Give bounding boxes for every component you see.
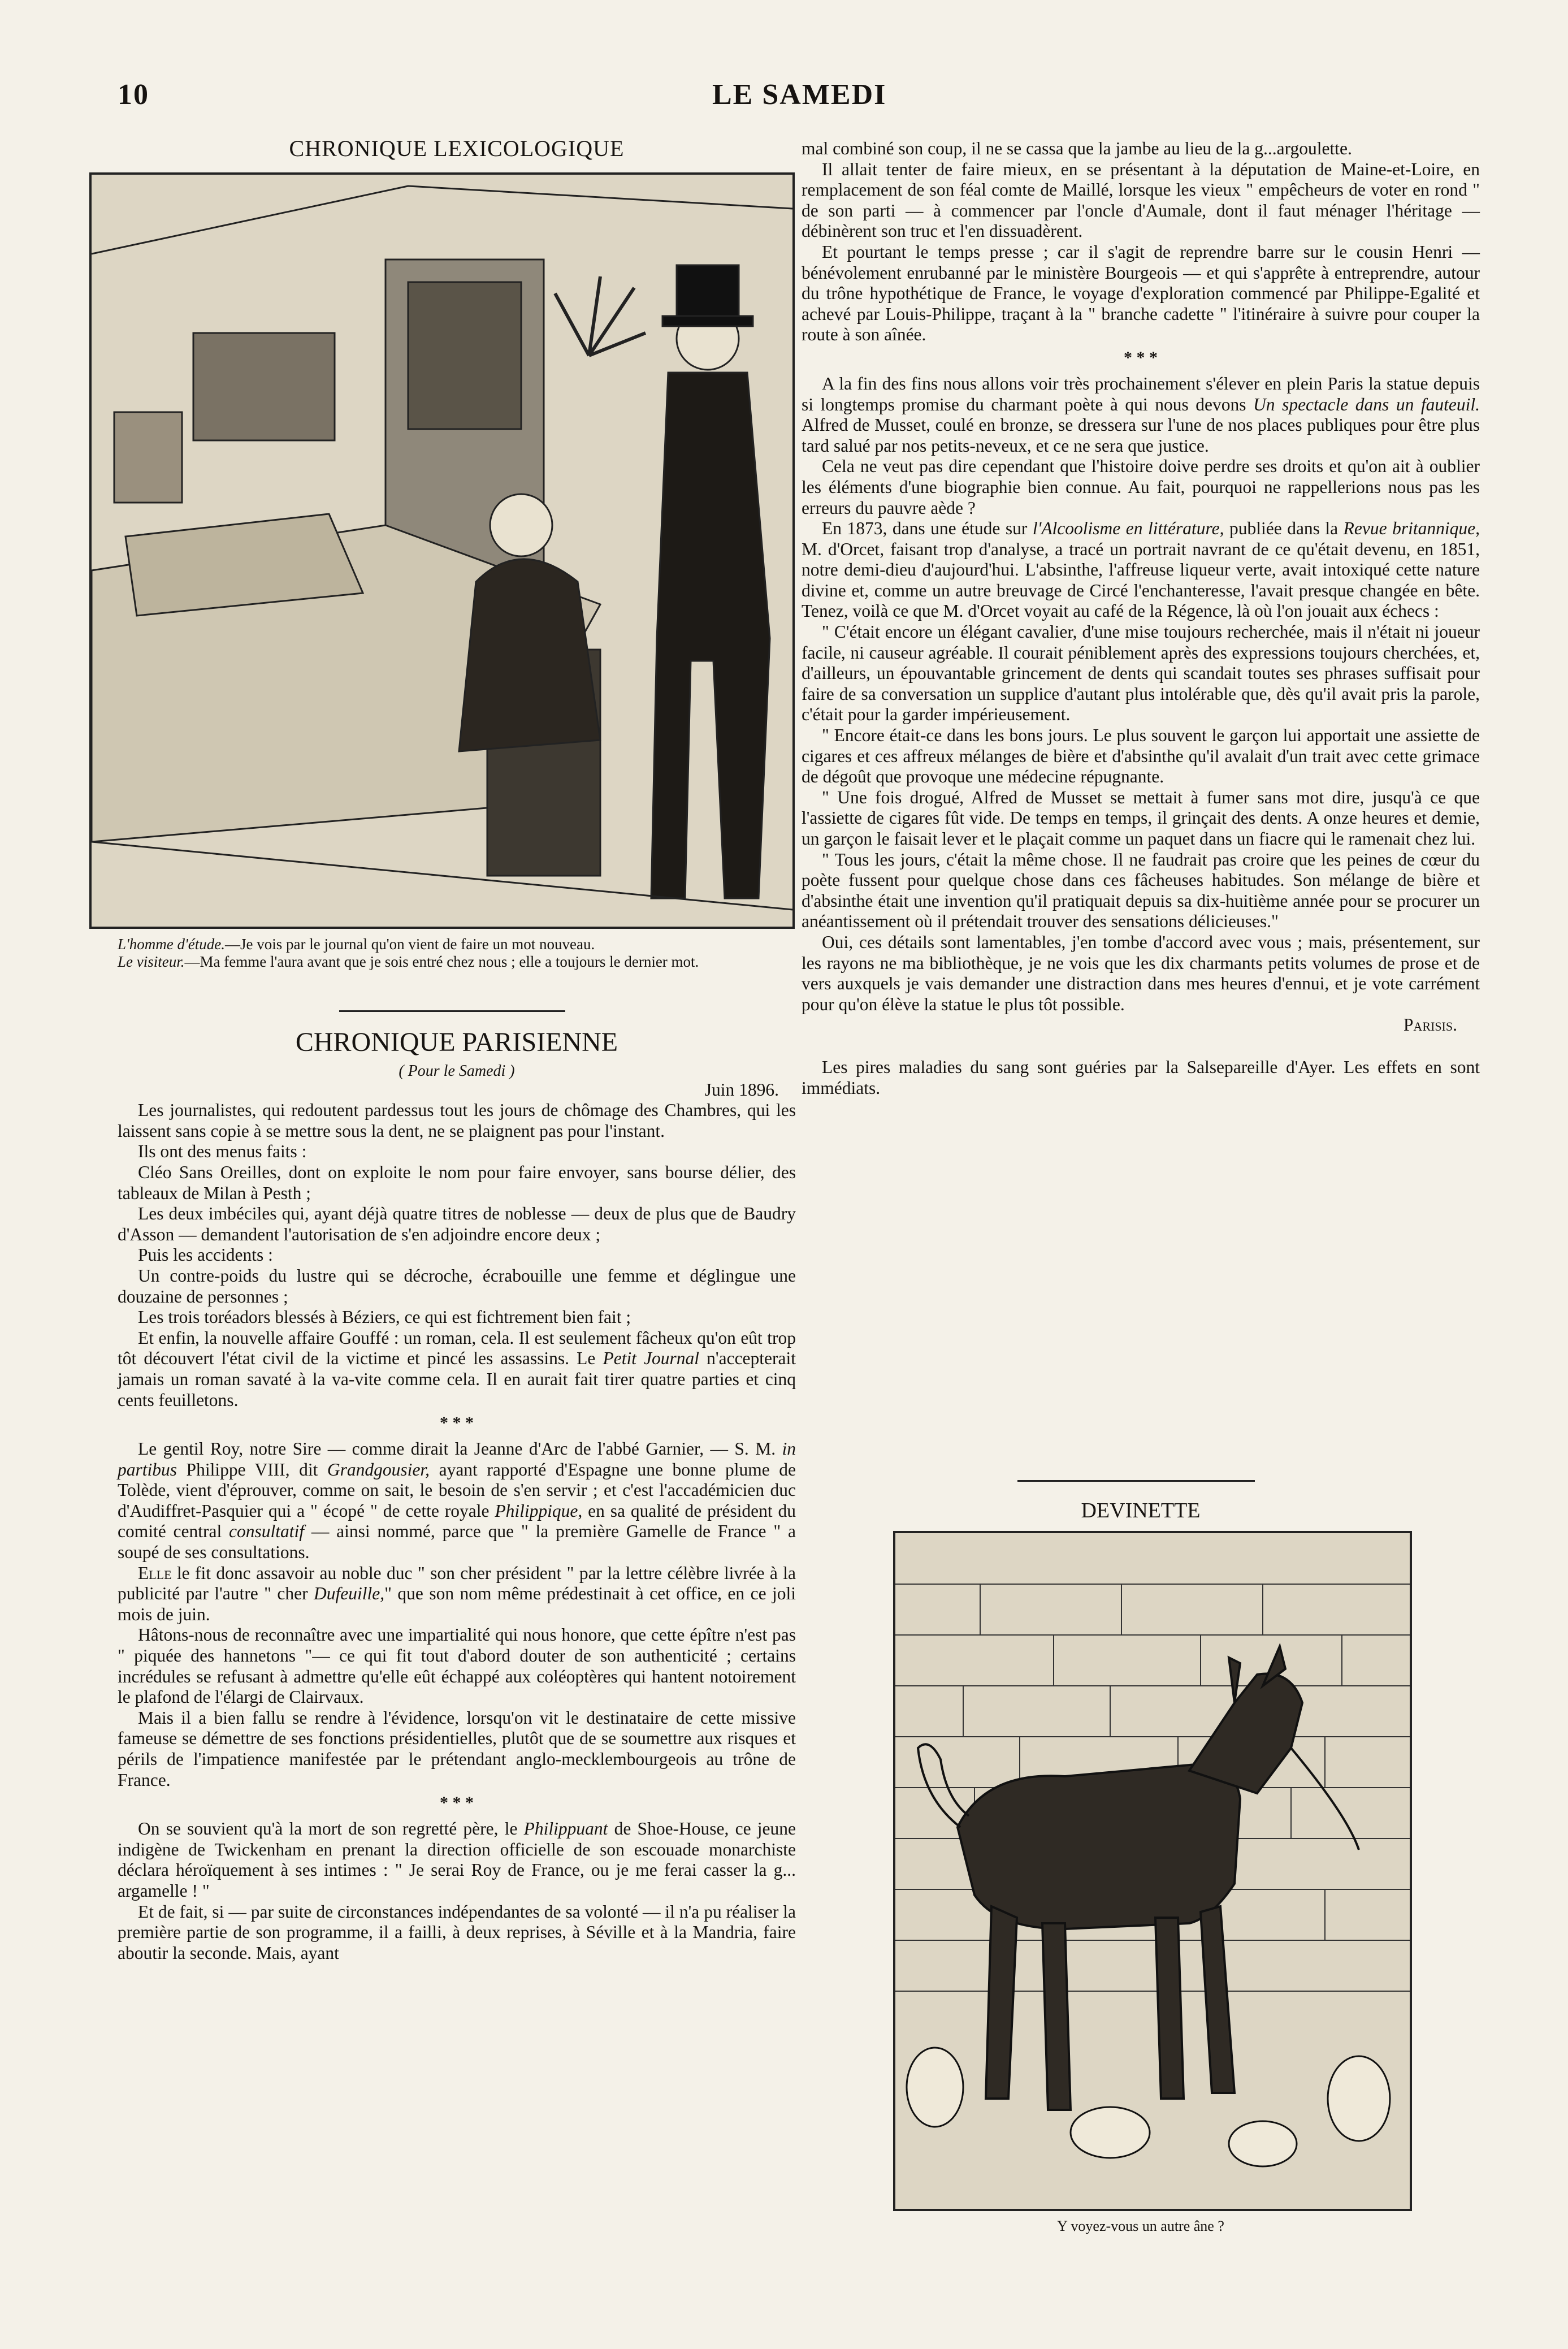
signature: Parisis. — [1403, 1015, 1457, 1035]
devinette-caption: Y voyez-vous un autre âne ? — [1057, 2218, 1224, 2234]
section-stars: * * * — [1124, 348, 1158, 367]
text-run-italic: Revue britannique, — [1343, 518, 1480, 539]
paragraph — [118, 1439, 796, 1563]
paragraph: Et de fait, si — par suite de circonstances indépendantes de sa volonté — il n'a pu réaliser la première partie de son programme, il a failli, à deux reprises, à Séville et à la Mandria, faire aboutir la seconde. Mais, ayant — [118, 1901, 796, 1963]
paragraph: Cela ne veut pas dire cependant que l'histoire doive perdre ses droits et qu'on ait à oublier les éléments d'une biographie bien connue. Au fait, pourquoi ne rappellerions nous pas les erreurs du pauvre aède ? — [802, 456, 1480, 518]
text-run: le fit donc assavoir au noble duc " son cher président " par la lettre célèbre livrée à la publicité par l'autre " cher — [118, 1563, 796, 1604]
paragraph: Hâtons-nous de reconnaître avec une impartialité qui nous honore, que cette épître n'est pas " piquée des hannetons "— ce qui fit tout d'abord douter de son authenticité ; certains incrédules se refusant à admettre qu'elle eût échappé aux coléoptères qui hantent notoirement le plafond de l'élargi de Clairvaux. — [118, 1625, 796, 1707]
text-run-smallcaps: Elle — [138, 1563, 172, 1583]
text-run-italic: consultatif — [229, 1521, 305, 1542]
paragraph: " Encore était-ce dans les bons jours. Le plus souvent le garçon lui apportait une assiette de cigares et ces affreux mélanges de bière et d'absinthe qu'il avalait d'un trait avec cette grimace de dégoût que provoque une médecine répugnante. — [802, 725, 1480, 787]
caption-speaker-1: L'homme d'étude. — [118, 936, 226, 953]
text-run: Philippe VIII, dit — [177, 1459, 327, 1480]
caption-text-1: —Je vois par le journal qu'on vient de faire un mot nouveau. — [225, 936, 595, 953]
chronique-parisienne-title: CHRONIQUE PARISIENNE — [295, 1027, 618, 1057]
section-divider — [339, 1010, 565, 1012]
chronique-lexicologique-title: CHRONIQUE LEXICOLOGIQUE — [289, 136, 625, 161]
study-illustration — [89, 172, 795, 929]
paragraph: Puis les accidents : — [138, 1245, 273, 1265]
paragraph — [802, 518, 1480, 622]
text-run: On se souvient qu'à la mort de son regretté père, le — [138, 1819, 524, 1839]
right-column — [802, 139, 1480, 1098]
paragraph: Un contre-poids du lustre qui se décroche, écrabouille une femme et déglingue une douzaine de personnes ; — [118, 1265, 796, 1307]
paragraph: Les journalistes, qui redoutent pardessus tout les jours de chômage des Chambres, qui les laissent sans copie à se mettre sous la dent, ne se plaignent pas pour l'instant. — [118, 1100, 796, 1141]
paragraph: Et pourtant le temps presse ; car il s'agit de reprendre barre sur le cousin Henri — bénévolement enrubanné par le ministère Bourgeois — et qui s'apprête à entreprendre, autour du trône hypothétique de France, le voyage d'exploration commencé par Philippe-Egalité et achevé par Louis-Philippe, traçant à la " branche cadette " l'itinéraire à suivre pour couper la route à son aînée. — [802, 241, 1480, 345]
lexico-caption — [118, 936, 796, 971]
text-run: Et enfin, la nouvelle affaire Gouffé : un roman, cela. Il est seulement fâcheux qu'on eût trop tôt découvert l'état civil de la victime et pincé les assassins. Le — [118, 1327, 796, 1369]
paragraph: Cléo Sans Oreilles, dont on exploite le nom pour faire envoyer, sans bourse délier, des tableaux de Milan à Pesth ; — [118, 1162, 796, 1203]
caption-text-2: —Ma femme l'aura avant que je sois entré chez nous ; elle a toujours le dernier mot. — [184, 953, 699, 970]
text-run: publiée dans la — [1224, 518, 1344, 539]
chronique-parisienne — [118, 1026, 796, 1963]
text-run-italic: Philippique, — [495, 1500, 583, 1521]
text-run-italic: Un spectacle dans un fauteuil. — [1253, 394, 1480, 414]
paragraph: " C'était encore un élégant cavalier, d'une mise toujours recherchée, mais il n'était ni joueur facile, ni causeur agréable. Il courait péniblement après des expressions toujours cherchées, et, d'ailleurs, un épouvantable grincement de dents qui scandait toutes ses phrases suffisait pour faire de sa conversation un supplice d'autant plus intolérable que, dès qu'il avait pris la parole, c'était pour la garder impérieusement. — [802, 622, 1480, 725]
paragraph: Les deux imbéciles qui, ayant déjà quatre titres de noblesse — deux de plus que de Baudry d'Asson — demandent l'autorisation de s'en adjoindre encore deux ; — [118, 1204, 796, 1244]
text-run-italic: l'Alcoolisme en littérature, — [1032, 518, 1224, 539]
section-stars: * * * — [440, 1793, 474, 1812]
advertisement: Les pires maladies du sang sont guéries par la Salsepareille d'Ayer. Les effets en sont immédiats. — [802, 1057, 1480, 1098]
text-run: M. d'Orcet, faisant trop d'analyse, a tracé un portrait navrant de ce qu'était devenu, en 1851, notre demi-dieu d'aujourd'hui. L'absinthe, l'affreuse liqueur verte, avait intoxiqué cette nature divine et, comme un autre breuvage de Circé l'enchanteresse, l'avait presque changée en bête. Tenez, voilà ce que M. d'Orcet voyait au café de la Régence, là où l'on jouait aux échecs : — [802, 539, 1480, 621]
left-column — [118, 136, 796, 162]
page-number: 10 — [118, 79, 149, 111]
donkey-illustration — [893, 1531, 1412, 2211]
chronique-subtitle: ( Pour le Samedi ) — [399, 1062, 515, 1080]
chronique-date: Juin 1896. — [704, 1079, 779, 1100]
paragraph: " Tous les jours, c'était la même chose. Il ne faudrait pas croire que les peines de cœur du poète fussent pour quelque chose dans ces fâcheuses habitudes. Son mélange de bière et d'absinthe était une invention qu'il pratiquait depuis sa dix-huitième année pour se procurer un anéantissement où il prétendait trouver des sensations délicieuses." — [802, 849, 1480, 932]
section-divider — [1017, 1480, 1255, 1482]
text-run-italic: Grandgousier, — [327, 1459, 430, 1480]
text-run-italic: Petit Journal — [603, 1348, 700, 1369]
devinette-title: DEVINETTE — [1081, 1499, 1201, 1522]
text-run-italic: Dufeuille, — [314, 1584, 385, 1604]
paragraph: Oui, ces détails sont lamentables, j'en tombe d'accord avec vous ; mais, présentement, sur les rayons ne ma bibliothèque, je ne vois que les dix charmants petits volumes de prose et de vers auxquels je vais demander une distraction dans mes heures d'ennui, et je vote carrément pour qu'on élève la statue le plus tôt possible. — [802, 932, 1480, 1014]
text-run: en sa qualité de président du comité central — [118, 1500, 796, 1542]
text-run: A la fin des fins nous allons voir très prochainement s'élever en plein Paris la statue depuis si longtemps promise du charmant poète à qui nous devons — [802, 373, 1480, 414]
text-run-italic: in partibus — [118, 1439, 796, 1480]
caption-speaker-2: Le visiteur. — [118, 953, 185, 970]
paragraph: " Une fois drogué, Alfred de Musset se mettait à fumer sans mot dire, jusqu'à ce que l'assiette de cigares fût vide. De temps en temps, il grinçait des dents. A onze heures et demie, un garçon le faisait lever et le plaçait comme un paquet dans un fiacre qui le ramenait chez lui. — [802, 787, 1480, 849]
text-run-italic: Philippuant — [523, 1819, 608, 1839]
paragraph: Les trois toréadors blessés à Béziers, ce qui est fichtrement bien fait ; — [138, 1307, 631, 1327]
section-stars: * * * — [440, 1413, 474, 1433]
text-run: " que son nom même prédestinait à cet office, en ce joli mois de juin. — [118, 1584, 796, 1624]
paragraph — [118, 1819, 796, 1901]
paragraph — [118, 1328, 796, 1411]
paragraph — [118, 1563, 796, 1625]
paragraph: mal combiné son coup, il ne se cassa que la jambe au lieu de la g...argoulette. — [802, 139, 1352, 158]
paragraph: Il allait tenter de faire mieux, en se présentant à la députation de Maine-et-Loire, en remplacement de son féal comte de Maillé, lorsque les vieux " empêcheurs de voter en rond " de son parti — à commencer par l'oncle d'Aumale, dont il faut ménager l'héritage — débinèrent son truc et l'en dissuadèrent. — [802, 159, 1480, 241]
paragraph — [802, 374, 1480, 456]
text-run: n'accepterait jamais un roman savaté à la va-vite comme cela. Il en aurait fait tirer quatre parties et cinq cents feuilletons. — [118, 1348, 796, 1410]
text-run: de Shoe-House, ce jeune indigène de Twickenham en prenant la direction officielle de son escouade monarchiste déclara héroïquement à ses intimes : " Je serai Roy de France, ou je me ferai casser la g... argamelle ! " — [118, 1819, 796, 1901]
text-run: En 1873, dans une étude sur — [822, 518, 1033, 539]
text-run: ayant rapporté d'Espagne une bonne plume de Tolède, vient d'éprouver, comme on sait, le besoin de s'en servir ; et c'est l'accadémicien duc d'Audiffret-Pasquier qui a " écopé " de cette royale — [118, 1459, 796, 1521]
newspaper-title: LE SAMEDI — [712, 79, 887, 111]
text-run: — ainsi nommé, parce que " la première Gamelle de France " a soupé de ses consultations. — [118, 1521, 796, 1563]
paragraph: Ils ont des menus faits : — [138, 1141, 307, 1162]
text-run: Alfred de Musset, coulé en bronze, se dressera sur l'une de nos places publiques pour être plus tard salué par nos petits-neveux, et ce ne sera que justice. — [802, 415, 1480, 456]
paragraph: Mais il a bien fallu se rendre à l'évidence, lorsqu'on vit le destinataire de cette missive fameuse se démettre de ses fonctions présidentielles, plutôt que de se soumettre aux risques et périls de l'impatience manifestée par le prétendant anglo-mecklembourgeois au trône de France. — [118, 1707, 796, 1790]
text-run: Le gentil Roy, notre Sire — comme dirait la Jeanne d'Arc de l'abbé Garnier, — S. M. — [138, 1439, 782, 1459]
